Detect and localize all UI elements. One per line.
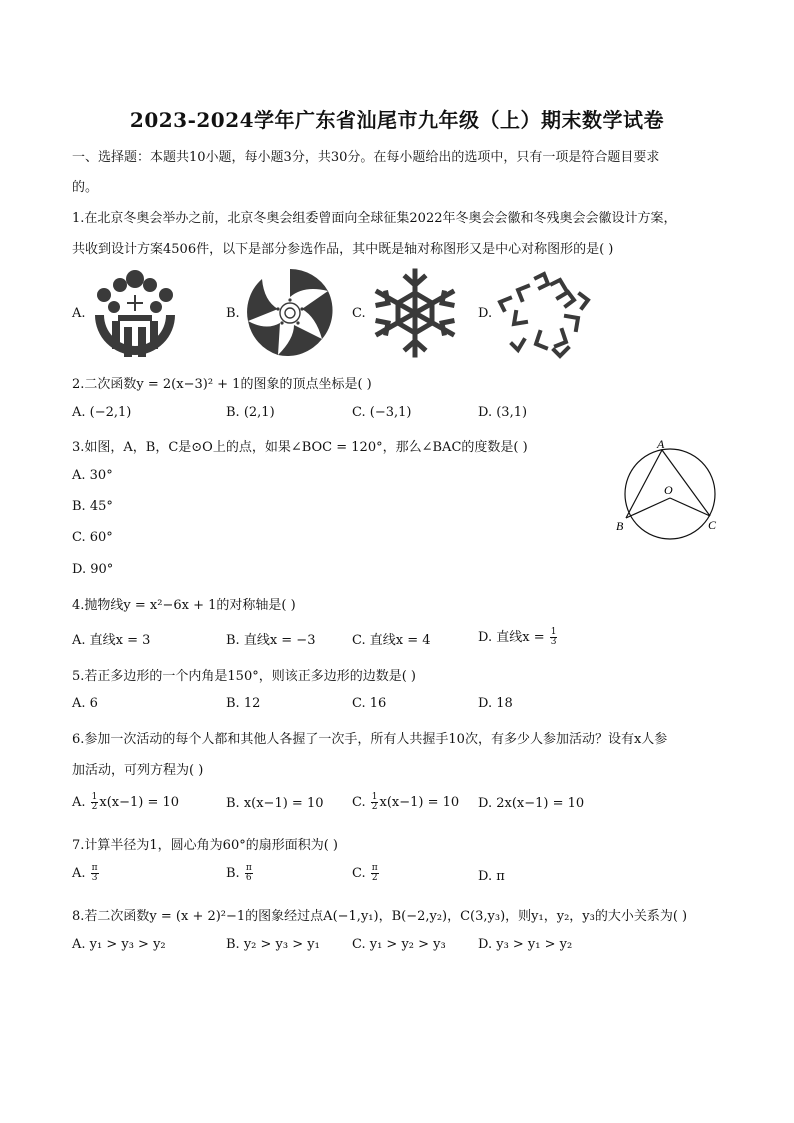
q7-option-b — [226, 864, 254, 883]
label-a: A — [657, 438, 665, 451]
q5-option-d: D. 18 — [478, 696, 513, 711]
q3-option-d: D. 90° — [72, 562, 114, 577]
q4-option-d-text: D. 直线x = — [478, 630, 549, 645]
q6-stem: 6.参加一次活动的每个人都和其他人各握了一次手，所有人共握手10次，有多少人参加活动？设有x人参 — [72, 732, 668, 747]
fraction-denominator: 6 — [245, 873, 252, 883]
q7-option-c — [352, 864, 380, 883]
q7-option-d: D. π — [478, 869, 505, 884]
q3-option-c: C. 60° — [72, 530, 113, 545]
q7-option-a-fraction — [91, 864, 99, 883]
q8-option-c: C. y₁ > y₂ > y₃ — [352, 937, 446, 952]
page-title: 2023-2024学年广东省汕尾市九年级（上）期末数学试卷 — [129, 108, 665, 132]
q7-option-c-label: C. — [352, 866, 370, 881]
q2-option-c: C. (−3,1) — [352, 405, 412, 420]
q7-option-a-label: A. — [72, 866, 90, 881]
fraction-numerator: π — [371, 863, 378, 873]
q4-option-d — [478, 626, 558, 647]
segment-ob — [626, 498, 670, 518]
section-instructions: 一、选择题：本题共10小题，每小题3分，共30分。在每小题给出的选项中，只有一项是符合题目要求 — [72, 150, 660, 165]
emblem-a-image — [90, 265, 180, 361]
label-o: O — [664, 483, 673, 497]
q6-stem-cont: 加活动，可列方程为( ) — [72, 763, 204, 778]
fraction-numerator: π — [245, 863, 252, 873]
q6-option-c-label: C. — [352, 795, 370, 810]
q6-option-a-text: x(x−1) = 10 — [99, 795, 180, 810]
q6-option-d: D. 2x(x−1) = 10 — [478, 796, 585, 811]
fraction-numerator: π — [91, 863, 98, 873]
fraction-numerator: 1 — [91, 792, 98, 802]
q8-stem: 8.若二次函数y = (x + 2)²−1的图象经过点A(−1,y₁)，B(−2,y₂)，C(3,y₃)，则y₁，y₂，y₃的大小关系为( ) — [72, 909, 688, 924]
q3-stem: 3.如图，A，B，C是⊙O上的点，如果∠BOC = 120°，那么∠BAC的度数是( ) — [72, 440, 528, 455]
q1-label-b: B. — [226, 306, 240, 321]
emblem-c-image — [368, 265, 462, 361]
q4-option-a: A. 直线x = 3 — [72, 633, 151, 648]
q7-option-c-fraction — [371, 864, 379, 883]
fraction-denominator: 3 — [91, 873, 98, 883]
q7-option-b-fraction — [245, 864, 253, 883]
emblem-d-image — [496, 270, 600, 362]
q6-option-a-fraction — [91, 793, 99, 812]
circle-figure — [612, 438, 730, 540]
emblem-b-image — [242, 265, 338, 361]
q3-option-a: A. 30° — [72, 468, 113, 483]
q8-option-d: D. y₃ > y₁ > y₂ — [478, 937, 573, 952]
fraction-denominator: 3 — [550, 637, 557, 647]
q5-option-a: A. 6 — [72, 696, 98, 711]
q5-stem: 5.若正多边形的一个内角是150°，则该正多边形的边数是( ) — [72, 669, 416, 684]
q1-label-a: A. — [72, 306, 86, 321]
label-c: C — [708, 518, 717, 532]
q2-stem: 2.二次函数y = 2(x−3)² + 1的图象的顶点坐标是( ) — [72, 377, 372, 392]
q8-option-a: A. y₁ > y₃ > y₂ — [72, 937, 166, 952]
q7-option-b-label: B. — [226, 866, 244, 881]
fraction-denominator: 2 — [371, 802, 378, 812]
q2-option-d: D. (3,1) — [478, 405, 528, 420]
q4-option-d-fraction — [550, 628, 558, 647]
section-instructions-cont: 的。 — [72, 180, 99, 195]
segment-ab — [626, 450, 662, 518]
label-b: B — [616, 519, 624, 533]
q6-option-a-label: A. — [72, 795, 90, 810]
q2-option-b: B. (2,1) — [226, 405, 275, 420]
q1-stem-cont: 共收到设计方案4506件，以下是部分参选作品，其中既是轴对称图形又是中心对称图形的是( ) — [72, 242, 614, 257]
q6-option-a — [72, 793, 179, 812]
q5-option-b: B. 12 — [226, 696, 261, 711]
q6-option-b: B. x(x−1) = 10 — [226, 796, 324, 811]
q1-label-c: C. — [352, 306, 366, 321]
q4-option-c: C. 直线x = 4 — [352, 633, 431, 648]
q5-option-c: C. 16 — [352, 696, 387, 711]
q6-option-c-fraction — [371, 793, 379, 812]
q6-option-c-text: x(x−1) = 10 — [379, 795, 460, 810]
q4-option-b: B. 直线x = −3 — [226, 633, 316, 648]
fraction-numerator: 1 — [550, 627, 557, 637]
fraction-denominator: 2 — [371, 873, 378, 883]
fraction-denominator: 2 — [91, 802, 98, 812]
q1-stem: 1.在北京冬奥会举办之前，北京冬奥会组委曾面向全球征集2022年冬奥会会徽和冬残奥会会徽设计方案， — [72, 211, 677, 226]
q7-option-a — [72, 864, 100, 883]
fraction-numerator: 1 — [371, 792, 378, 802]
q7-stem: 7.计算半径为1，圆心角为60°的扇形面积为( ) — [72, 838, 338, 853]
q4-stem: 4.抛物线y = x²−6x + 1的对称轴是( ) — [72, 598, 296, 613]
q3-option-b: B. 45° — [72, 499, 113, 514]
q8-option-b: B. y₂ > y₃ > y₁ — [226, 937, 320, 952]
q6-option-c — [352, 793, 459, 812]
q2-option-a: A. (−2,1) — [72, 405, 132, 420]
q1-label-d: D. — [478, 306, 493, 321]
